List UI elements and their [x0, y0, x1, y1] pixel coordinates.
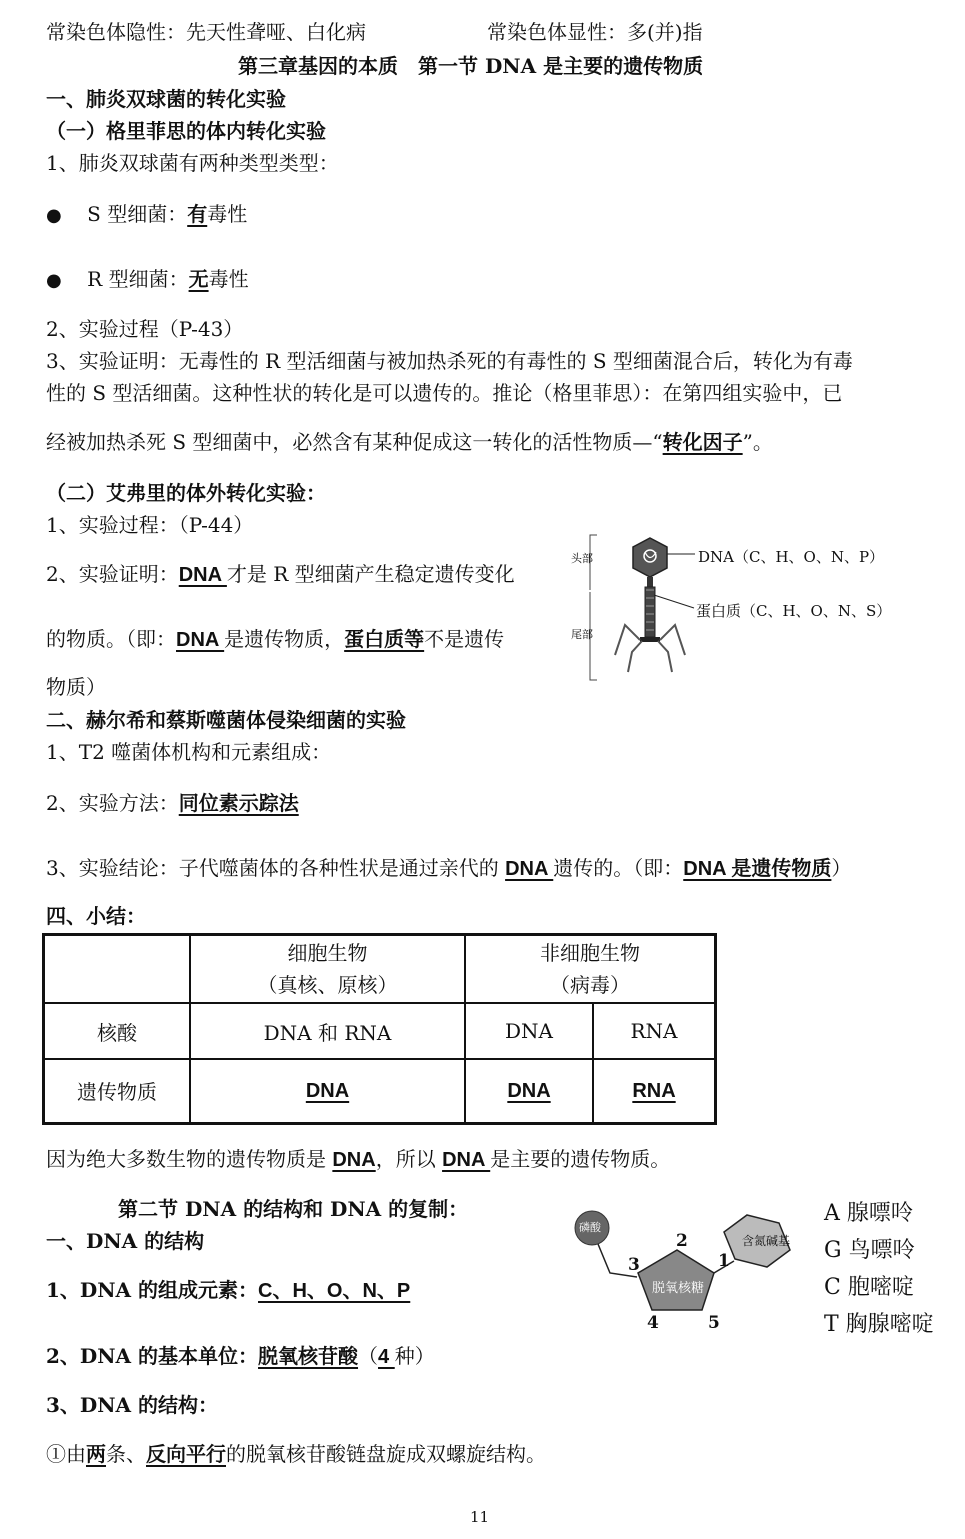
base-label: 含氮碱基: [742, 1234, 791, 1248]
table-cell: DNA: [465, 1003, 593, 1059]
sec1-q2-line3: 物质）: [46, 675, 106, 699]
section1-sub2: （二）艾弗里的体外转化实验：: [46, 481, 326, 505]
sec1-p1: 1、肺炎双球菌有两种类型类型：: [46, 151, 339, 175]
base-list: [824, 1195, 934, 1343]
section2-p2: 2、DNA 的基本单位：脱氧核苷酸（4 种）: [46, 1344, 435, 1368]
phage-figure: [570, 530, 960, 685]
table-cell: RNA: [593, 1059, 716, 1123]
phosphate-label: 磷酸: [579, 1221, 601, 1234]
base-a: A 腺嘌呤: [824, 1201, 913, 1226]
base-g: G 鸟嘌呤: [824, 1238, 915, 1263]
sec1-p3-line2: 性的 S 型活细菌。这种性状的转化是可以遗传的。推论（格里菲思）：在第四组实验中，已: [46, 381, 843, 405]
sec2-p3: 3、实验结论：子代噬菌体的各种性状是通过亲代的 DNA 遗传的。（即：DNA 是遗传物质）: [46, 856, 852, 880]
sec1-q2-line2: 的物质。（即：DNA 是遗传物质，蛋白质等不是遗传: [46, 627, 505, 651]
sec2-p2: 2、实验方法：同位素示踪法: [46, 791, 299, 815]
sec1-q2: 2、实验证明：DNA 才是 R 型细菌产生稳定遗传变化: [46, 562, 515, 586]
section2-title: 二、赫尔希和蔡斯噬菌体侵染细菌的实验: [46, 708, 406, 732]
table-cell: DNA 和 RNA: [190, 1003, 465, 1059]
section1-title: 一、肺炎双球菌的转化实验: [46, 87, 286, 111]
section2-p4: ①由两条、反向平行的脱氧核苷酸链盘旋成双螺旋结构。: [46, 1442, 546, 1466]
sec1-q1: 1、实验过程：（P-44）: [46, 513, 254, 537]
sec1-p3-line1: 3、实验证明：无毒性的 R 型活细菌与被加热杀死的有毒性的 S 型细菌混合后，转化为有毒: [46, 349, 853, 373]
r-type-line: ● R 型细菌：无毒性: [46, 267, 249, 291]
carbon-2: 2: [676, 1231, 688, 1251]
section2-p1: 1、DNA 的组成元素：C、H、O、N、P: [46, 1278, 411, 1302]
s-type-line: ● S 型细菌：有毒性: [46, 202, 248, 226]
table-cell: DNA: [190, 1059, 465, 1123]
section4-title: 四、小结：: [46, 904, 146, 928]
base-c: C 胞嘧啶: [824, 1275, 914, 1300]
bullet-icon: ●: [46, 270, 62, 291]
page-number: 11: [470, 1508, 490, 1526]
table-cell: RNA: [593, 1003, 716, 1059]
top-line-dominant: 常染色体显性：多(并)指: [487, 20, 703, 44]
nucleotide-figure: [572, 1195, 812, 1340]
carbon-1: 1: [718, 1251, 730, 1271]
sugar-label: 脱氧核糖: [652, 1281, 705, 1296]
chapter-title: 第三章基因的本质 第一节 DNA 是主要的遗传物质: [238, 54, 704, 78]
bullet-icon: ●: [46, 205, 62, 226]
table-cell: 核酸: [44, 1003, 191, 1059]
carbon-5: 5: [708, 1313, 720, 1333]
sec2-p1: 1、T2 噬菌体机构和元素组成：: [46, 740, 332, 764]
nucleotide-diagram: [572, 1195, 812, 1340]
phage-protein-label: 蛋白质（C、H、O、N、S）: [696, 602, 892, 620]
summary-table: [42, 933, 717, 1125]
table-corner-cell: [44, 935, 191, 1004]
section2-heading: 第二节 DNA 的结构和 DNA 的复制：: [118, 1197, 469, 1221]
carbon-3: 3: [628, 1255, 640, 1275]
table-cell: DNA: [465, 1059, 593, 1123]
top-line-recessive: 常染色体隐性：先天性聋哑、白化病: [46, 20, 366, 44]
sec1-p3-line3: 经被加热杀死 S 型细菌中，必然含有某种促成这一转化的活性物质—“转化因子”。: [46, 430, 773, 454]
base-t: T 胸腺嘧啶: [824, 1312, 934, 1337]
phage-head-label: 头部: [571, 552, 593, 565]
table-header-cellular: 细胞生物 （真核、原核）: [190, 935, 465, 1004]
sec4-conclusion: 因为绝大多数生物的遗传物质是 DNA，所以 DNA 是主要的遗传物质。: [46, 1147, 671, 1171]
table-row: [44, 1059, 716, 1123]
carbon-4: 4: [647, 1313, 659, 1333]
section1-sub1: （一）格里菲思的体内转化实验: [46, 119, 326, 143]
table-row: [44, 935, 716, 1004]
section2-p3: 3、DNA 的结构：: [46, 1393, 219, 1417]
phage-dna-label: DNA（C、H、O、N、P）: [698, 548, 885, 566]
table-row: [44, 1003, 716, 1059]
section2-sub1: 一、DNA 的结构: [46, 1229, 205, 1253]
table-header-noncellular: 非细胞生物 （病毒）: [465, 935, 716, 1004]
phage-tail-label: 尾部: [571, 628, 593, 641]
table-cell: 遗传物质: [44, 1059, 191, 1123]
sec1-p2: 2、实验过程（P-43）: [46, 317, 244, 341]
